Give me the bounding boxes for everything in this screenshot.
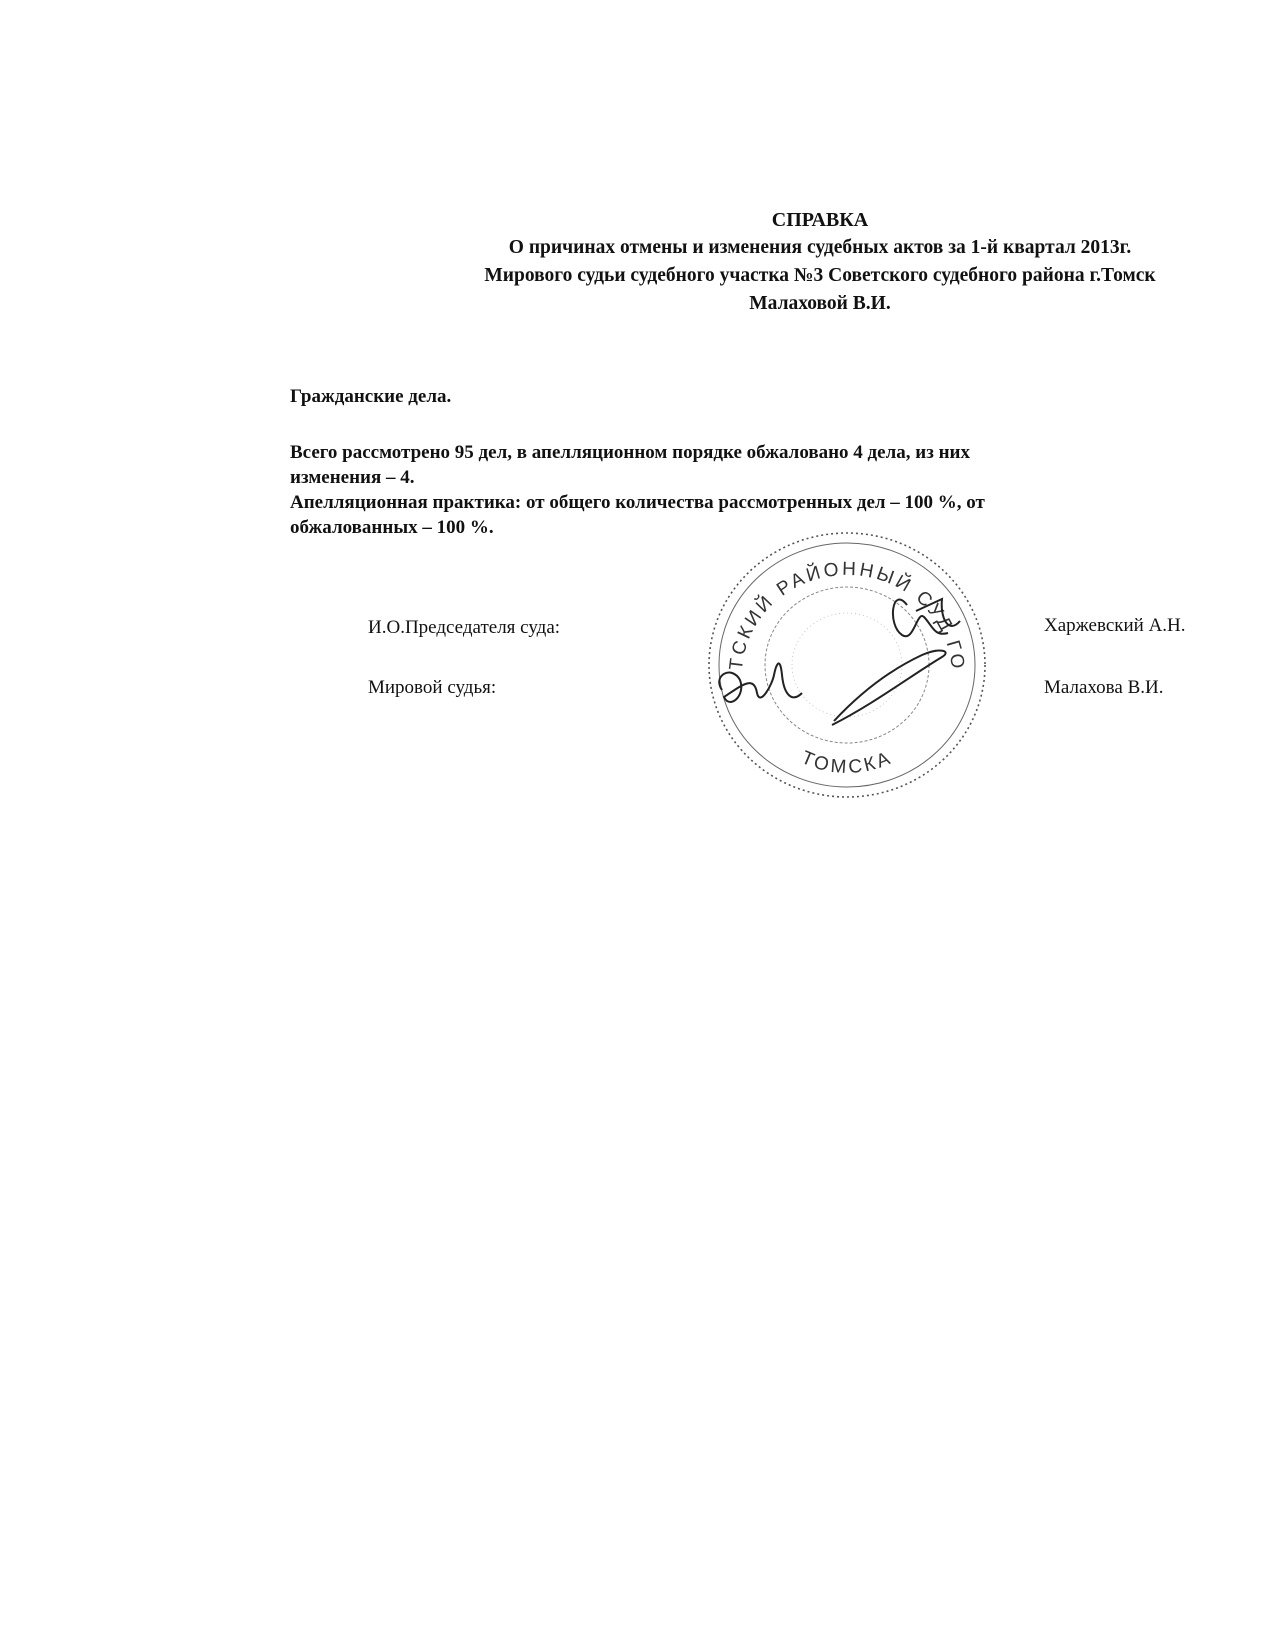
- signature-mark-2: [719, 651, 945, 725]
- signature-name-2: Малахова В.И.: [1044, 677, 1164, 698]
- subtitle-line-3: Малаховой В.И.: [749, 293, 891, 314]
- seal-top-text: ТСКИЙ РАЙОННЫЙ СУД ГО: [725, 558, 969, 673]
- section-title: Гражданские дела.: [290, 386, 452, 407]
- paragraph-line-4: обжалованных – 100 %.: [290, 517, 494, 538]
- paragraph-line-3: Апелляционная практика: от общего количества рассмотренных дел – 100 %, от: [290, 492, 985, 513]
- paragraph-line-1: Всего рассмотрено 95 дел, в апелляционном порядке обжаловано 4 дела, из них: [290, 442, 970, 463]
- signature-role-1: И.О.Председателя суда:: [368, 617, 561, 638]
- subtitle-line-1: О причинах отмены и изменения судебных актов за 1-й квартал 2013г.: [508, 237, 1132, 258]
- signature-role-2: Мировой судья:: [368, 677, 497, 698]
- subtitle-line-2: Мирового судьи судебного участка №3 Советского судебного района г.Томск: [484, 265, 1156, 286]
- paragraph-line-2: изменения – 4.: [290, 467, 415, 488]
- court-seal-graphic: [702, 525, 992, 805]
- signature-name-1: Харжевский А.Н.: [1044, 615, 1186, 636]
- seal-bottom-text: ТОМСКА: [798, 747, 896, 779]
- document-heading: [300, 206, 1275, 318]
- court-seal: [702, 525, 992, 805]
- document-title: СПРАВКА: [771, 209, 869, 231]
